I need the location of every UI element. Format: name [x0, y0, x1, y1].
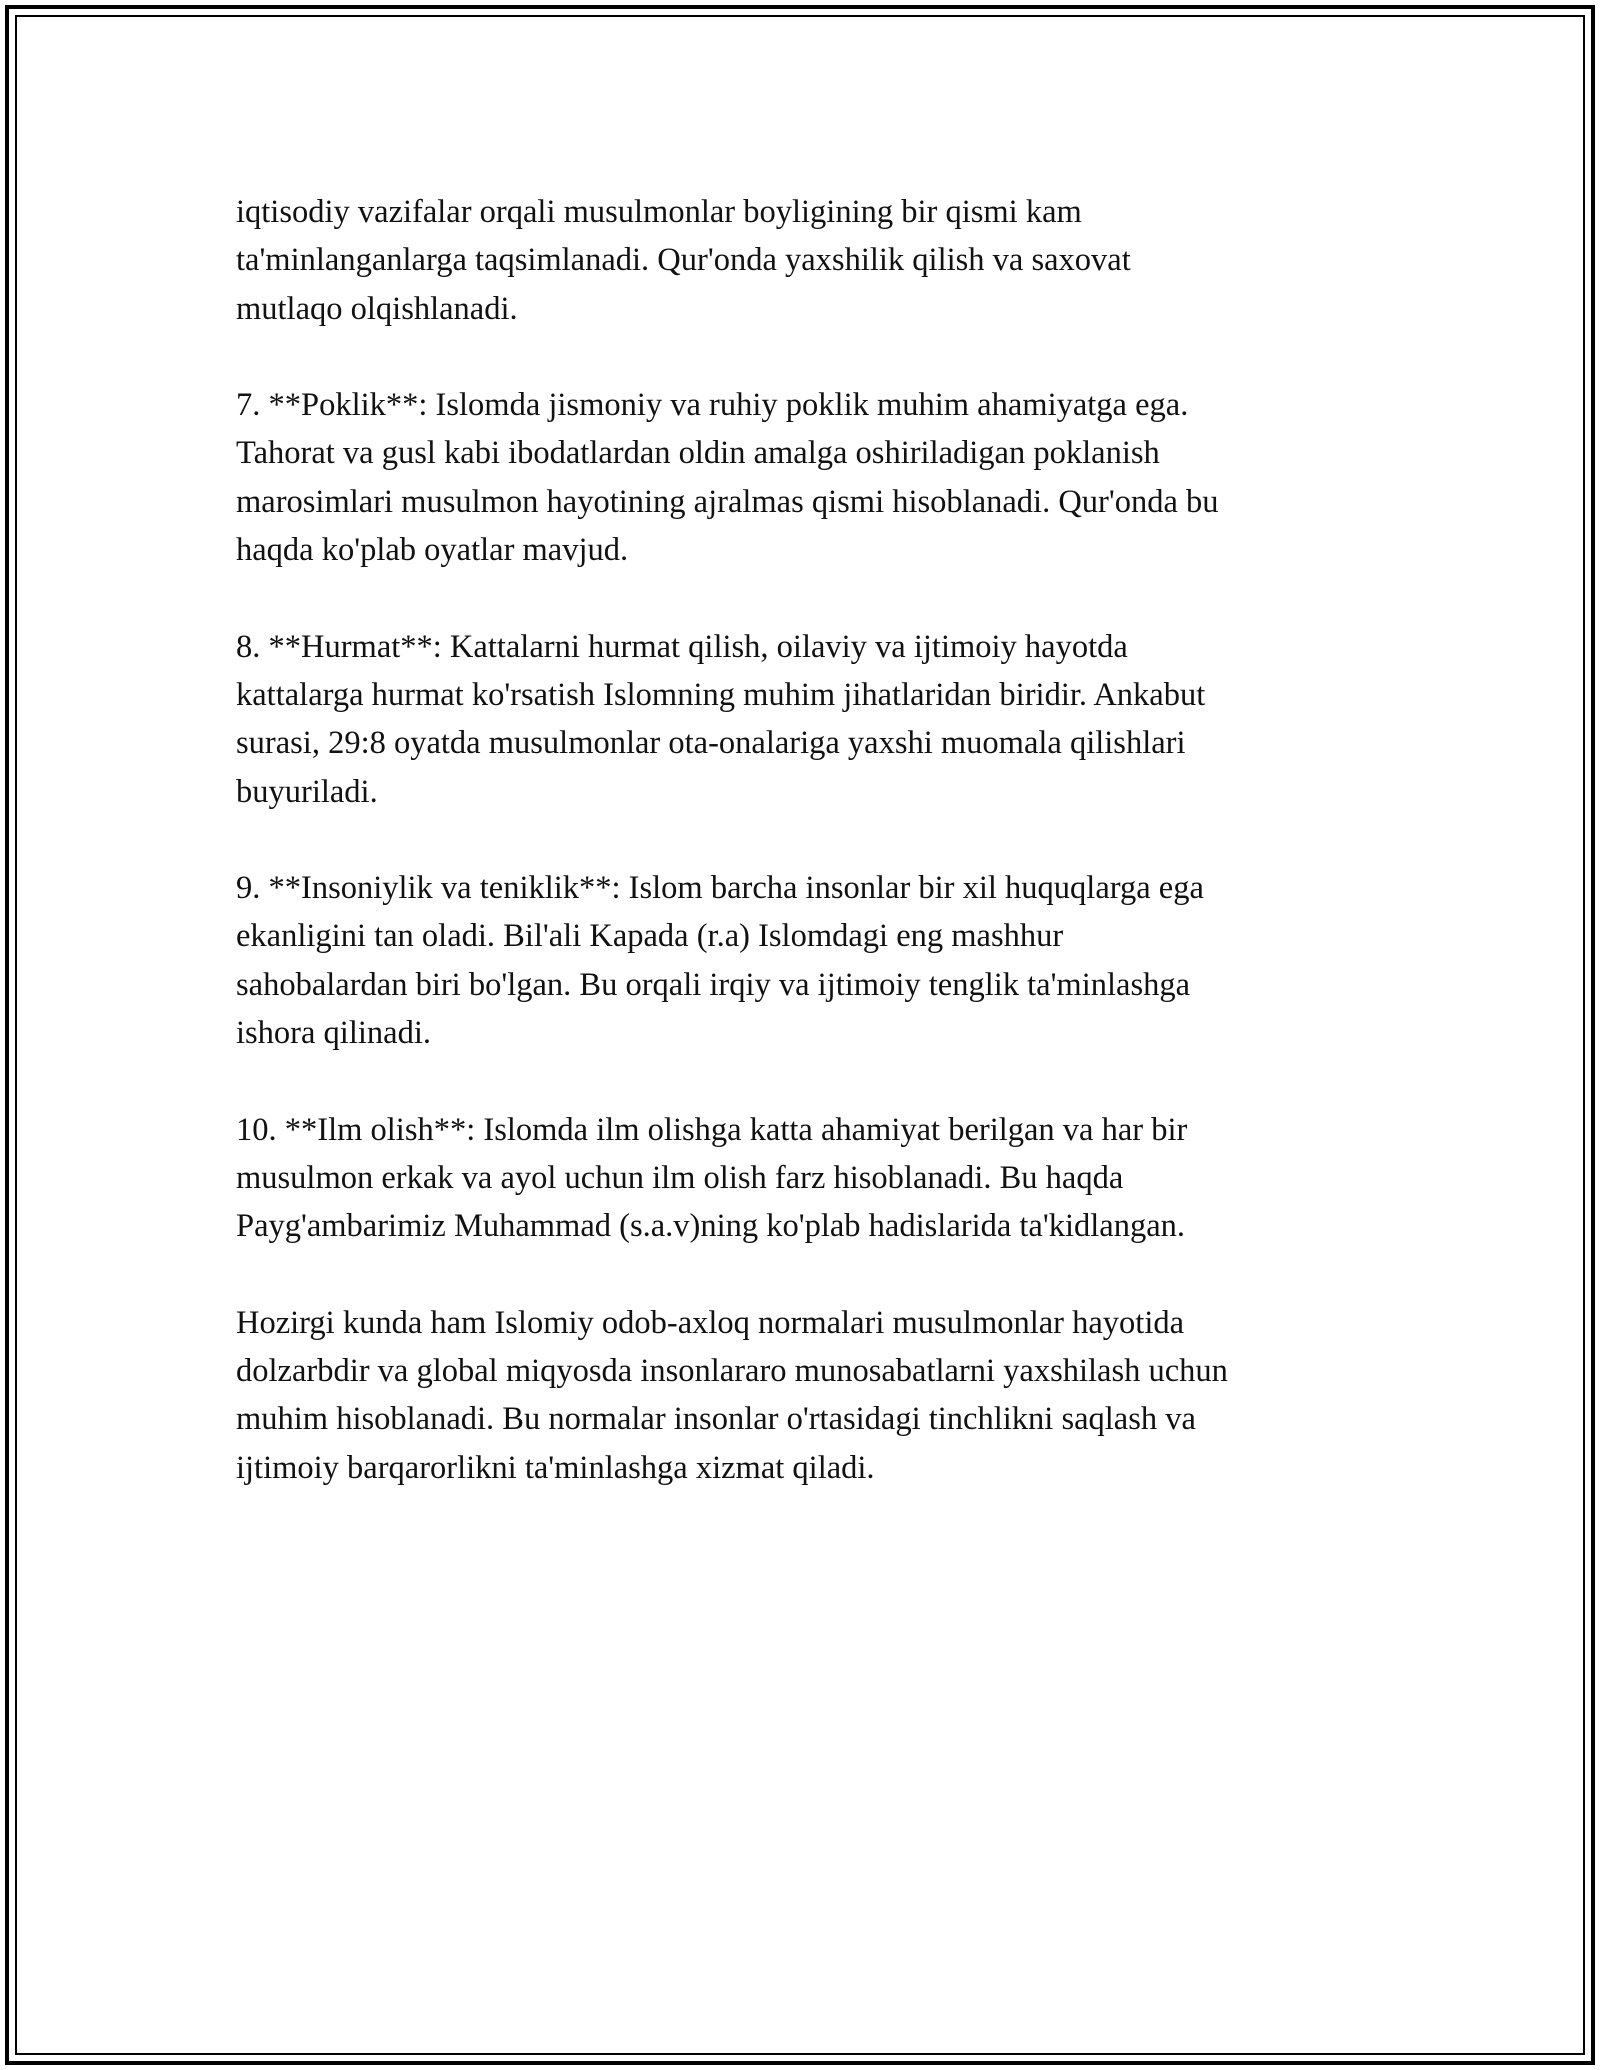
- paragraph-item-9-insoniylik: 9. **Insoniylik va teniklik**: Islom barcha insonlar bir xil huquqlarga ega ekanligini tan oladi. Bil'ali Kapada (r.a) Islomdagi eng mashhur sahobalardan biri bo'lgan. Bu orqali irqiy va ijtimoiy tenglik ta'minlashga ishora qilinadi.: [236, 870, 1204, 1052]
- paragraph-item-10-ilm-olish: 10. **Ilm olish**: Islomda ilm olishga katta ahamiyat berilgan va har bir musulmon erkak va ayol uchun ilm olish farz hisoblanadi. Bu haqda Payg'ambarimiz Muhammad (s.a.v)ning ko'plab hadislarida ta'kidlangan.: [236, 1111, 1188, 1245]
- document-body: [236, 188, 1386, 1492]
- paragraph-conclusion: Hozirgi kunda ham Islomiy odob-axloq normalari musulmonlar hayotida dolzarbdir va global miqyosda insonlararo munosabatlarni yaxshilash uchun muhim hisoblanadi. Bu normalar insonlar o'rtasidagi tinchlikni saqlash va ijtimoiy barqarorlikni ta'minlashga xizmat qiladi.: [236, 1304, 1228, 1486]
- paragraph-item-8-hurmat: 8. **Hurmat**: Kattalarni hurmat qilish, oilaviy va ijtimoiy hayotda kattalarga hurmat ko'rsatish Islomning muhim jihatlaridan biridir. Ankabut surasi, 29:8 oyatda musulmonlar ota-onalariga yaxshi muomala qilishlari buyuriladi.: [236, 628, 1206, 810]
- paragraph-item-7-poklik: 7. **Poklik**: Islomda jismoniy va ruhiy poklik muhim ahamiyatga ega. Tahorat va gusl kabi ibodatlardan oldin amalga oshiriladigan poklanish marosimlari musulmon hayotining ajralmas qismi hisoblanadi. Qur'onda bu haqda ko'plab oyatlar mavjud.: [236, 387, 1219, 569]
- paragraph-intro-continuation: iqtisodiy vazifalar orqali musulmonlar boyligining bir qismi kam ta'minlanganlarga taqsimlanadi. Qur'onda yaxshilik qilish va saxovat mutlaqo olqishlanadi.: [236, 194, 1131, 327]
